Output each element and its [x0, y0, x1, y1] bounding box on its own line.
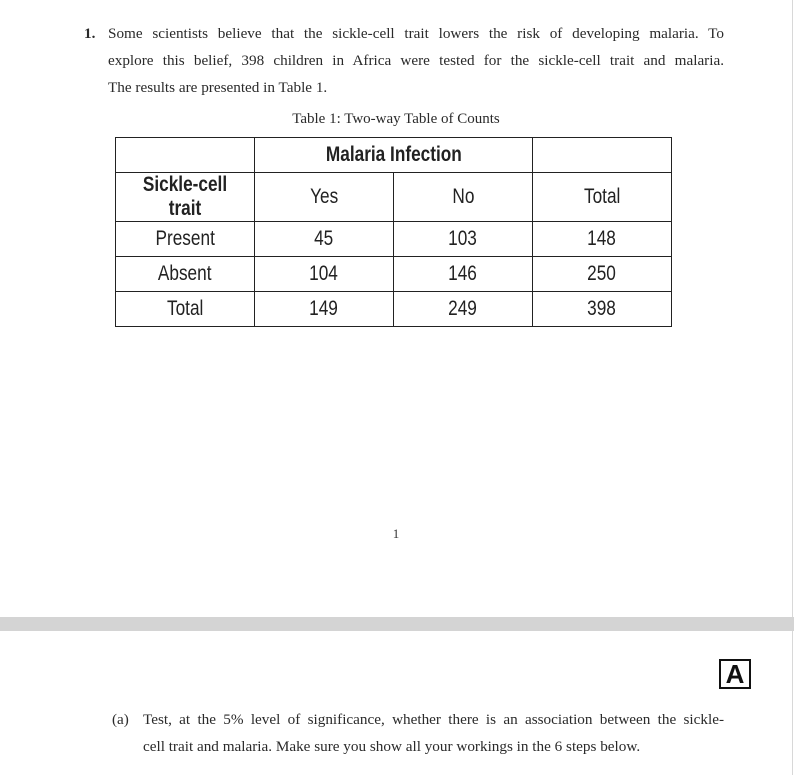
- page-separator: [0, 617, 794, 631]
- sickle-cell-trait-header: Sickle-cell trait: [116, 173, 255, 222]
- table-header-row: [116, 138, 672, 173]
- table-row: [116, 292, 672, 327]
- table-cell: 249: [394, 292, 533, 327]
- page-number: 1: [392, 526, 400, 541]
- part-a: [112, 706, 724, 760]
- question-number: 1.: [84, 25, 96, 42]
- table-row: [116, 222, 672, 257]
- question-line: Some scientists believe that the sickle-cell trait lowers the risk of developing malaria. To: [108, 25, 724, 42]
- question-line: The results are presented in Table 1.: [108, 79, 328, 96]
- table-caption: Table 1: Two-way Table of Counts: [292, 111, 500, 127]
- row-label: Present: [116, 222, 255, 257]
- table-column-header-row: [116, 173, 672, 222]
- answer-box-badge: A: [719, 659, 751, 689]
- row-label: Total: [116, 292, 255, 327]
- table-cell: 149: [255, 292, 394, 327]
- page-2: [0, 631, 793, 775]
- question-line: explore this belief, 398 children in Africa were tested for the sickle-cell trait and malaria.: [108, 52, 724, 69]
- part-a-line: cell trait and malaria. Make sure you show all your workings in the 6 steps below.: [143, 738, 641, 755]
- empty-cell: [116, 138, 255, 173]
- question-1: [84, 20, 724, 101]
- row-label: Absent: [116, 257, 255, 292]
- part-a-text: [143, 706, 724, 760]
- empty-cell: [533, 138, 672, 173]
- table-cell: 103: [394, 222, 533, 257]
- table-row: [116, 257, 672, 292]
- two-way-table: [115, 137, 672, 327]
- part-a-label: (a): [112, 711, 129, 728]
- table-cell: 250: [533, 257, 672, 292]
- column-header-no: No: [394, 173, 533, 222]
- question-text: [108, 20, 724, 101]
- table-cell: 45: [255, 222, 394, 257]
- table-cell: 398: [533, 292, 672, 327]
- column-header-yes: Yes: [255, 173, 394, 222]
- table-cell: 146: [394, 257, 533, 292]
- malaria-infection-header: Malaria Infection: [255, 138, 533, 173]
- table-cell: 148: [533, 222, 672, 257]
- column-header-total: Total: [533, 173, 672, 222]
- part-a-line: Test, at the 5% level of significance, whether there is an association between the sickle-: [143, 711, 724, 728]
- table-cell: 104: [255, 257, 394, 292]
